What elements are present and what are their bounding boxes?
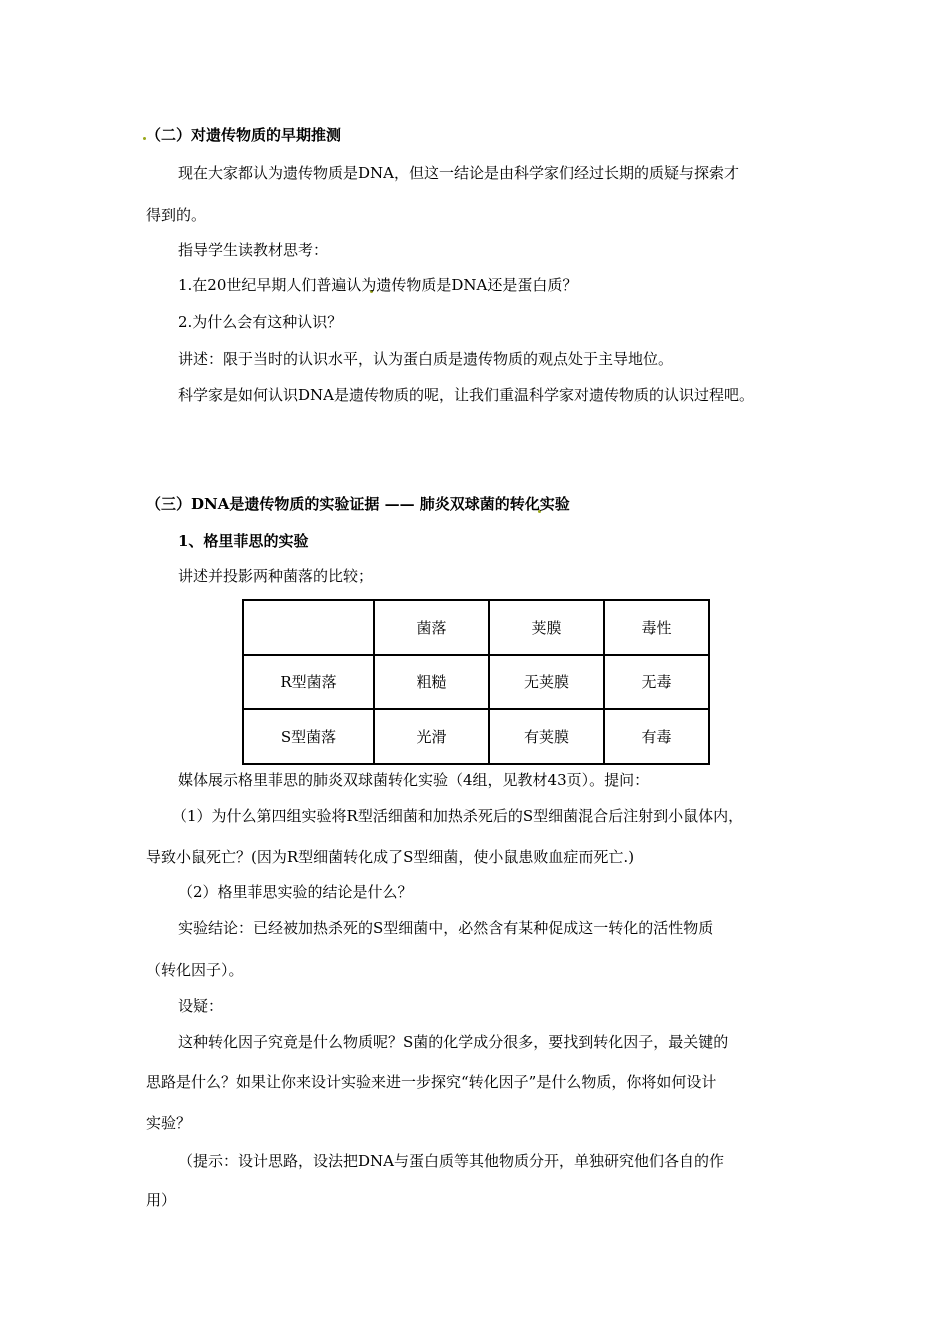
question-line: （2）格里菲思实验的结论是什么？	[178, 883, 413, 901]
table-header-row	[243, 600, 709, 655]
table-cell: S型菌落	[243, 709, 374, 764]
table-cell: 有毒	[604, 709, 709, 764]
paragraph-line: 讲述并投影两种菌落的比较；	[178, 567, 374, 585]
paragraph-line: 用）	[146, 1191, 177, 1209]
paragraph-line: 这种转化因子究竟是什么物质呢？S菌的化学成分很多，要找到转化因子，最关键的	[178, 1033, 729, 1051]
paragraph-line: 媒体展示格里菲思的肺炎双球菌转化实验（4组，见教材43页）。提问：	[178, 771, 650, 789]
paragraph-line: 科学家是如何认识DNA是遗传物质的呢，让我们重温科学家对遗传物质的认识过程吧。	[178, 386, 754, 404]
question-line: 1.在20世纪早期人们普遍认为遗传物质是DNA还是蛋白质？	[178, 276, 578, 294]
paragraph-line: 设疑：	[178, 997, 224, 1015]
subsection-heading: 1、格里菲思的实验	[178, 532, 309, 550]
paragraph-line: 得到的。	[146, 206, 207, 224]
section-heading: （三）DNA是遗传物质的实验证据 —— 肺炎双球菌的转化实验	[146, 495, 570, 513]
table-row	[243, 709, 709, 764]
section-heading: （二）对遗传物质的早期推测	[146, 126, 342, 144]
paragraph-line: 实验？	[146, 1114, 192, 1132]
paragraph-line: 实验结论：已经被加热杀死的S型细菌中，必然含有某种促成这一转化的活性物质	[178, 919, 714, 937]
table-header-cell	[243, 600, 374, 655]
table-cell: R型菌落	[243, 655, 374, 710]
table-cell: 有荚膜	[489, 709, 604, 764]
table-header-cell: 荚膜	[489, 600, 604, 655]
paragraph-line: （提示：设计思路，设法把DNA与蛋白质等其他物质分开，单独研究他们各自的作	[178, 1152, 724, 1170]
table-cell: 无毒	[604, 655, 709, 710]
paragraph-line: 思路是什么？如果让你来设计实验来进一步探究“转化因子”是什么物质，你将如何设计	[146, 1073, 717, 1091]
table-header-cell: 毒性	[604, 600, 709, 655]
paragraph-line: 指导学生读教材思考：	[178, 241, 329, 259]
question-line: 导致小鼠死亡？(因为R型细菌转化成了S型细菌，使小鼠患败血症而死亡.)	[146, 848, 635, 866]
table-cell: 粗糙	[374, 655, 489, 710]
table-cell: 光滑	[374, 709, 489, 764]
question-line: （1）为什么第四组实验将R型活细菌和加热杀死后的S型细菌混合后注射到小鼠体内，	[172, 807, 744, 825]
paragraph-line: （转化因子）。	[146, 961, 244, 979]
paragraph-line: 现在大家都认为遗传物质是DNA，但这一结论是由科学家们经过长期的质疑与探索才	[178, 164, 739, 182]
question-line: 2.为什么会有这种认识？	[178, 313, 343, 331]
colony-comparison-table	[242, 599, 710, 765]
table-header-cell: 菌落	[374, 600, 489, 655]
paragraph-line: 讲述：限于当时的认识水平，认为蛋白质是遗传物质的观点处于主导地位。	[178, 350, 674, 368]
table-row	[243, 655, 709, 710]
table-cell: 无荚膜	[489, 655, 604, 710]
